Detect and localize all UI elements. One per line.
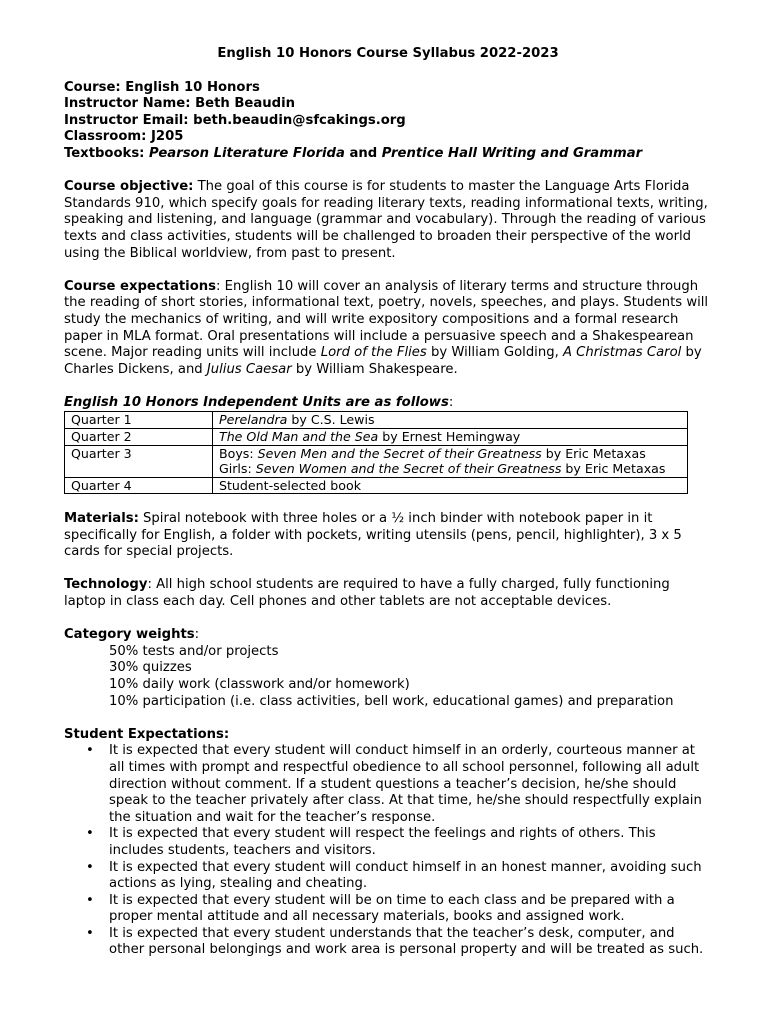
unit-title: Seven Women and the Secret of their Greatness <box>255 461 562 477</box>
work-title: A Christmas Carol <box>562 345 682 361</box>
unit-cell <box>213 429 688 446</box>
expectations-text: by William Golding, <box>426 345 563 361</box>
units-heading <box>64 395 712 412</box>
course-expectations <box>64 279 712 379</box>
instructor-line: Instructor Name: Beth Beaudin <box>64 96 296 112</box>
work-title: Lord of the Flies <box>320 345 427 361</box>
classroom-line: Classroom: J205 <box>64 129 184 145</box>
bullet-icon: • <box>86 892 94 908</box>
expectations-text: by Charles Dickens, and <box>64 345 702 377</box>
course-line: Course: English 10 Honors <box>64 79 260 95</box>
weights-colon: : <box>194 627 200 643</box>
weights-label: Category weights <box>64 627 195 643</box>
syllabus-page <box>64 46 712 959</box>
expectations-text: by William Shakespeare. <box>291 361 458 377</box>
expectations-label: Course expectations <box>64 278 216 294</box>
materials-label: Materials: <box>64 511 139 527</box>
unit-title: The Old Man and the Sea <box>219 429 379 445</box>
expectation-text: It is expected that every student will conduct himself in an honest manner, avoiding such actions as lying, stealing and cheating. <box>109 859 702 892</box>
technology <box>64 577 712 610</box>
table-row <box>65 477 688 494</box>
table-row <box>65 429 688 446</box>
textbooks-and: and <box>344 145 382 161</box>
technology-text: : All high school students are required to have a fully charged, fully functioning laptop in class each day. Cell phones and other tablets are not acceptable devices. <box>64 577 670 609</box>
expectation-text: It is expected that every student will be on time to each class and be prepared with a proper mental attitude and all necessary materials, books and assigned work. <box>109 892 675 925</box>
expectations-list <box>64 743 712 959</box>
objective-label: Course objective: <box>64 179 194 195</box>
quarter-cell: Quarter 1 <box>65 412 213 429</box>
unit-author: by Ernest Hemingway <box>378 429 521 445</box>
quarter-cell: Quarter 3 <box>65 445 213 477</box>
list-item <box>64 826 712 859</box>
unit-prefix: Boys: <box>219 445 258 461</box>
category-weights <box>64 627 712 710</box>
list-item <box>64 926 712 959</box>
weight-item: 10% participation (i.e. class activities, bell work, educational games) and preparation <box>109 693 674 709</box>
units-heading-text: English 10 Honors Independent Units are as follows <box>64 394 449 410</box>
quarter-cell: Quarter 4 <box>65 477 213 494</box>
textbooks-label: Textbooks: <box>64 145 150 161</box>
course-objective <box>64 179 712 262</box>
bullet-icon: • <box>86 743 94 759</box>
units-table <box>64 411 688 494</box>
weight-item: 30% quizzes <box>109 660 192 676</box>
list-item <box>64 743 712 826</box>
unit-cell <box>213 412 688 429</box>
email-line: Instructor Email: beth.beaudin@sfcakings.org <box>64 112 406 128</box>
course-info <box>64 80 712 163</box>
table-row <box>65 445 688 477</box>
student-expectations-heading: Student Expectations: <box>64 726 230 742</box>
list-item <box>64 893 712 926</box>
unit-author: by C.S. Lewis <box>287 412 375 428</box>
unit-author: by Eric Metaxas <box>541 445 646 461</box>
weight-item: 50% tests and/or projects <box>109 643 279 659</box>
objective-text: The goal of this course is for students to master the Language Arts Florida Standards 910, which specify goals for reading literary texts, reading informational texts, writing, speaking and listening, and language (grammar and vocabulary). Through the reading of various texts and class activities, students will be challenged to broaden their perspective of the world using the Biblical worldview, from past to present. <box>64 179 708 261</box>
technology-label: Technology <box>64 577 148 593</box>
student-expectations <box>64 727 712 959</box>
weight-item: 10% daily work (classwork and/or homework) <box>109 676 410 692</box>
page-title: English 10 Honors Course Syllabus 2022-2023 <box>217 46 559 61</box>
expectation-text: It is expected that every student will respect the feelings and rights of others. This includes students, teachers and visitors. <box>109 826 656 858</box>
work-title: Julius Caesar <box>206 361 292 377</box>
list-item <box>64 860 712 893</box>
weights-heading <box>64 627 712 644</box>
unit-cell: Student-selected book <box>213 477 688 494</box>
unit-author: by Eric Metaxas <box>561 461 666 477</box>
unit-title: Perelandra <box>219 412 288 428</box>
units-heading-colon: : <box>448 394 454 410</box>
unit-cell <box>213 445 688 477</box>
quarter-cell: Quarter 2 <box>65 429 213 446</box>
expectation-text: It is expected that every student will conduct himself in an orderly, courteous manner at all times with prompt and respectful obedience to all school personnel, following all adult direction without comment. If a student questions a teacher’s decision, he/she should speak to the teacher privately after class. At that time, he/she should respectfully explain the situation and wait for the teacher’s response. <box>109 743 702 825</box>
unit-title: Seven Men and the Secret of their Greatness <box>257 445 542 461</box>
bullet-icon: • <box>86 859 94 875</box>
unit-prefix: Girls: <box>219 461 256 477</box>
bullet-icon: • <box>86 826 94 842</box>
expectations-text: : English 10 will cover an analysis of literary terms and structure through the reading of short stories, informational text, poetry, novels, speeches, and plays. Students will study the mechanics of writing, and will write expository compositions and a formal research paper in MLA format. Oral presentations will include a persuasive speech and a Shakespearean scene. Major reading units will include <box>64 278 709 361</box>
textbooks-line <box>64 146 712 163</box>
textbook-2: Prentice Hall Writing and Grammar <box>381 145 643 161</box>
unit-line-boys <box>219 446 687 462</box>
textbook-1: Pearson Literature Florida <box>149 145 345 161</box>
unit-line-girls <box>219 461 687 477</box>
materials <box>64 511 712 561</box>
table-row <box>65 412 688 429</box>
materials-text: Spiral notebook with three holes or a ½ inch binder with notebook paper in it specifically for English, a folder with pockets, writing utensils (pens, pencil, highlighter), 3 x 5 cards for special projects. <box>64 511 682 560</box>
expectation-text: It is expected that every student understands that the teacher’s desk, computer, and other personal belongings and work area is personal property and will be treated as such. <box>109 925 704 958</box>
bullet-icon: • <box>86 925 94 941</box>
